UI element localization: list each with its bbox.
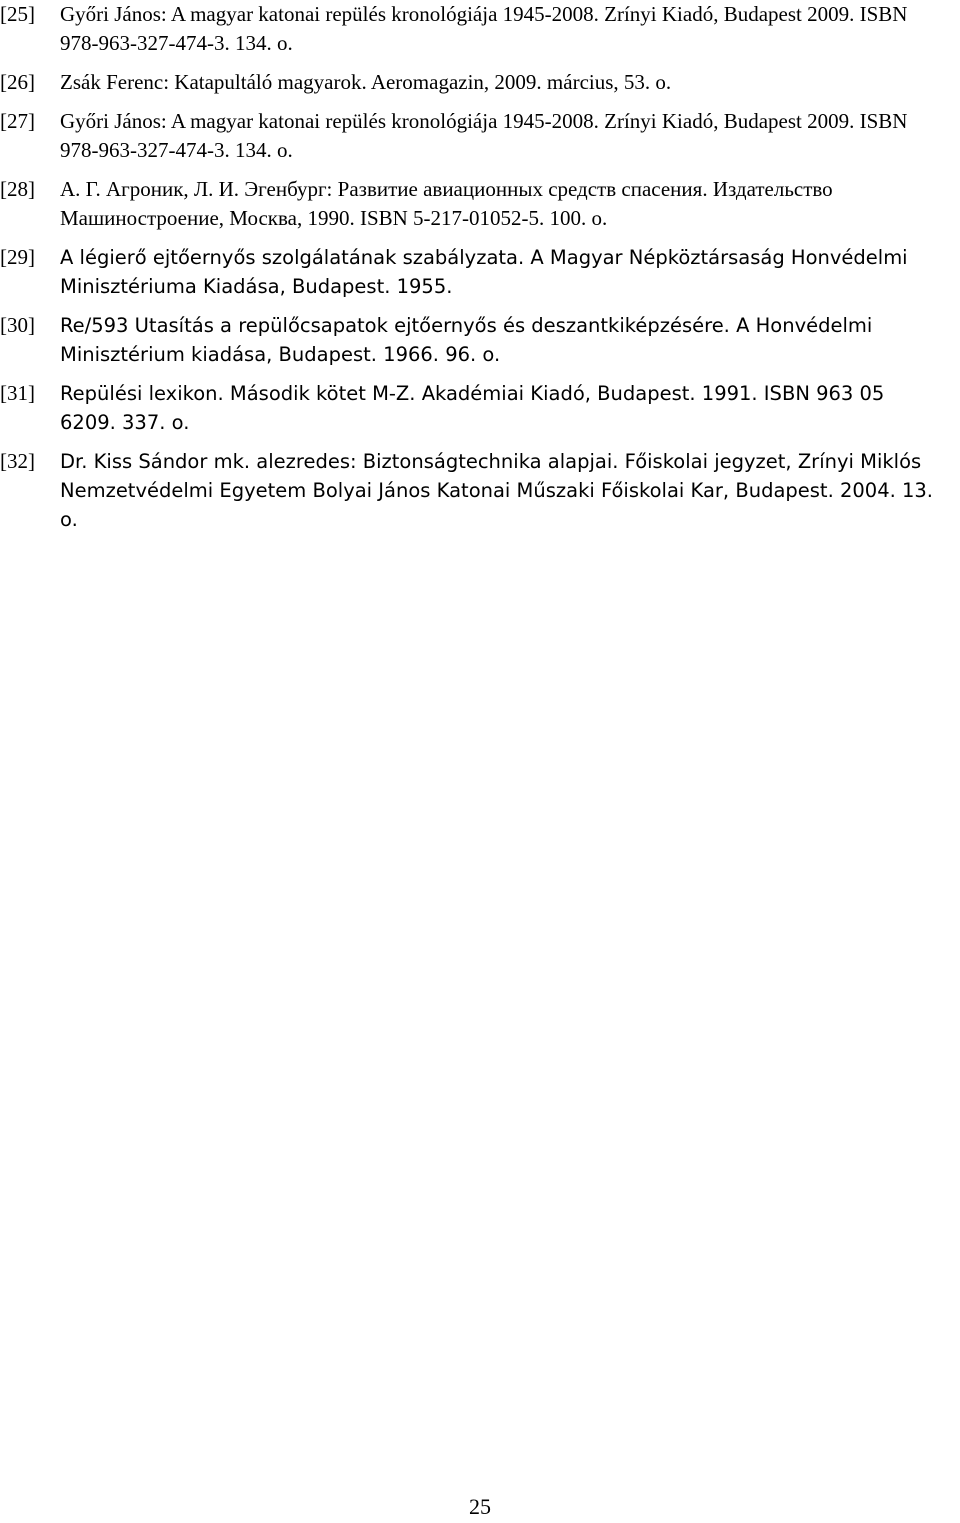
reference-number: [26] bbox=[0, 70, 35, 94]
reference-text: Dr. Kiss Sándor mk. alezredes: Biztonságtechnika alapjai. Főiskolai jegyzet, Zrínyi Miklós Nemzetvédelmi Egyetem Bolyai János Katonai Műszaki Főiskolai Kar, Budapest. 2004. 13. o. bbox=[60, 450, 934, 531]
reference-text: А. Г. Агроник, Л. И. Эгенбург: Развитие авиационных средств спасения. Издательство Машиностроение, Москва, 1990. ISBN 5-217-01052-5. 100. o. bbox=[60, 177, 833, 230]
reference-text: Győri János: A magyar katonai repülés kronológiája 1945-2008. Zrínyi Kiadó, Budapest 2009. ISBN 978-963-327-474-3. 134. o. bbox=[60, 109, 908, 162]
reference-item bbox=[0, 107, 940, 165]
page-number: 25 bbox=[469, 1494, 491, 1519]
reference-item bbox=[0, 311, 940, 369]
reference-number: [28] bbox=[0, 177, 35, 201]
reference-list bbox=[0, 0, 940, 544]
reference-item bbox=[0, 447, 940, 534]
reference-number: [32] bbox=[0, 449, 35, 473]
reference-number: [27] bbox=[0, 109, 35, 133]
reference-text: Repülési lexikon. Második kötet M-Z. Akadémiai Kiadó, Budapest. 1991. ISBN 963 05 6209. 337. o. bbox=[60, 382, 885, 434]
reference-item bbox=[0, 0, 940, 58]
reference-text: Győri János: A magyar katonai repülés kronológiája 1945-2008. Zrínyi Kiadó, Budapest 2009. ISBN 978-963-327-474-3. 134. o. bbox=[60, 2, 908, 55]
reference-item bbox=[0, 68, 940, 97]
reference-text: Zsák Ferenc: Katapultáló magyarok. Aeromagazin, 2009. március, 53. o. bbox=[60, 70, 672, 94]
reference-number: [31] bbox=[0, 381, 35, 405]
reference-item bbox=[0, 379, 940, 437]
reference-number: [25] bbox=[0, 2, 35, 26]
reference-item bbox=[0, 175, 940, 233]
reference-text: A légierő ejtőernyős szolgálatának szabályzata. A Magyar Népköztársaság Honvédelmi Minisztériuma Kiadása, Budapest. 1955. bbox=[60, 246, 908, 298]
reference-number: [29] bbox=[0, 245, 35, 269]
reference-number: [30] bbox=[0, 313, 35, 337]
reference-text: Re/593 Utasítás a repülőcsapatok ejtőernyős és deszantkiképzésére. A Honvédelmi Minisztérium kiadása, Budapest. 1966. 96. o. bbox=[60, 314, 873, 366]
reference-item bbox=[0, 243, 940, 301]
